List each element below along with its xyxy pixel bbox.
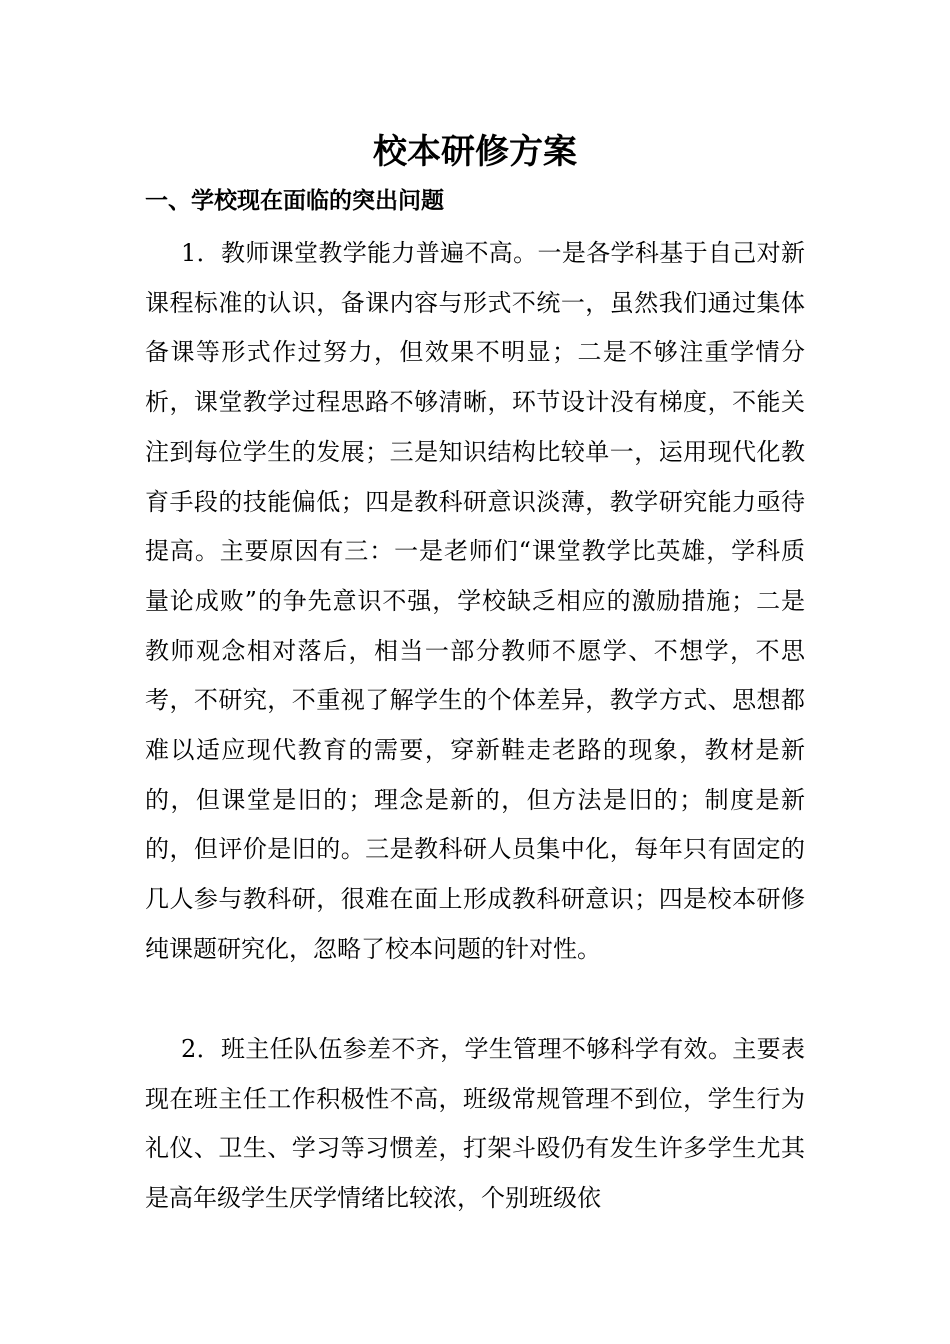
- page-title: 校本研修方案: [373, 132, 577, 172]
- paragraph-1: 1．教师课堂教学能力普遍不高。一是各学科基于自己对新课程标准的认识，备课内容与形式不统一，虽然我们通过集体备课等形式作过努力，但效果不明显；二是不够注重学情分析，课堂教学过程思路不够清晰，环节设计没有梯度，不能关注到每位学生的发展；三是知识结构比较单一，运用现代化教育手段的技能偏低；四是教科研意识淡薄，教学研究能力亟待提高。主要原因有三：一是老师们“课堂教学比英雄，学科质量论成败”的争先意识不强，学校缺乏相应的激励措施；二是教师观念相对落后，相当一部分教师不愿学、不想学，不思考，不研究，不重视了解学生的个体差异，教学方式、思想都难以适应现代教育的需要，穿新鞋走老路的现象，教材是新的，但课堂是旧的；理念是新的，但方法是旧的；制度是新的，但评价是旧的。三是教科研人员集中化，每年只有固定的几人参与教科研，很难在面上形成教科研意识；四是校本研修纯课题研究化，忽略了校本问题的针对性。: [145, 239, 805, 963]
- paragraph-2: 2．班主任队伍参差不齐，学生管理不够科学有效。主要表现在班主任工作积极性不高，班级常规管理不到位，学生行为礼仪、卫生、学习等习惯差，打架斗殴仍有发生许多学生尤其是高年级学生厌学情绪比较浓，个别班级依: [145, 1035, 805, 1213]
- section-heading: 一、学校现在面临的突出问题: [145, 188, 444, 214]
